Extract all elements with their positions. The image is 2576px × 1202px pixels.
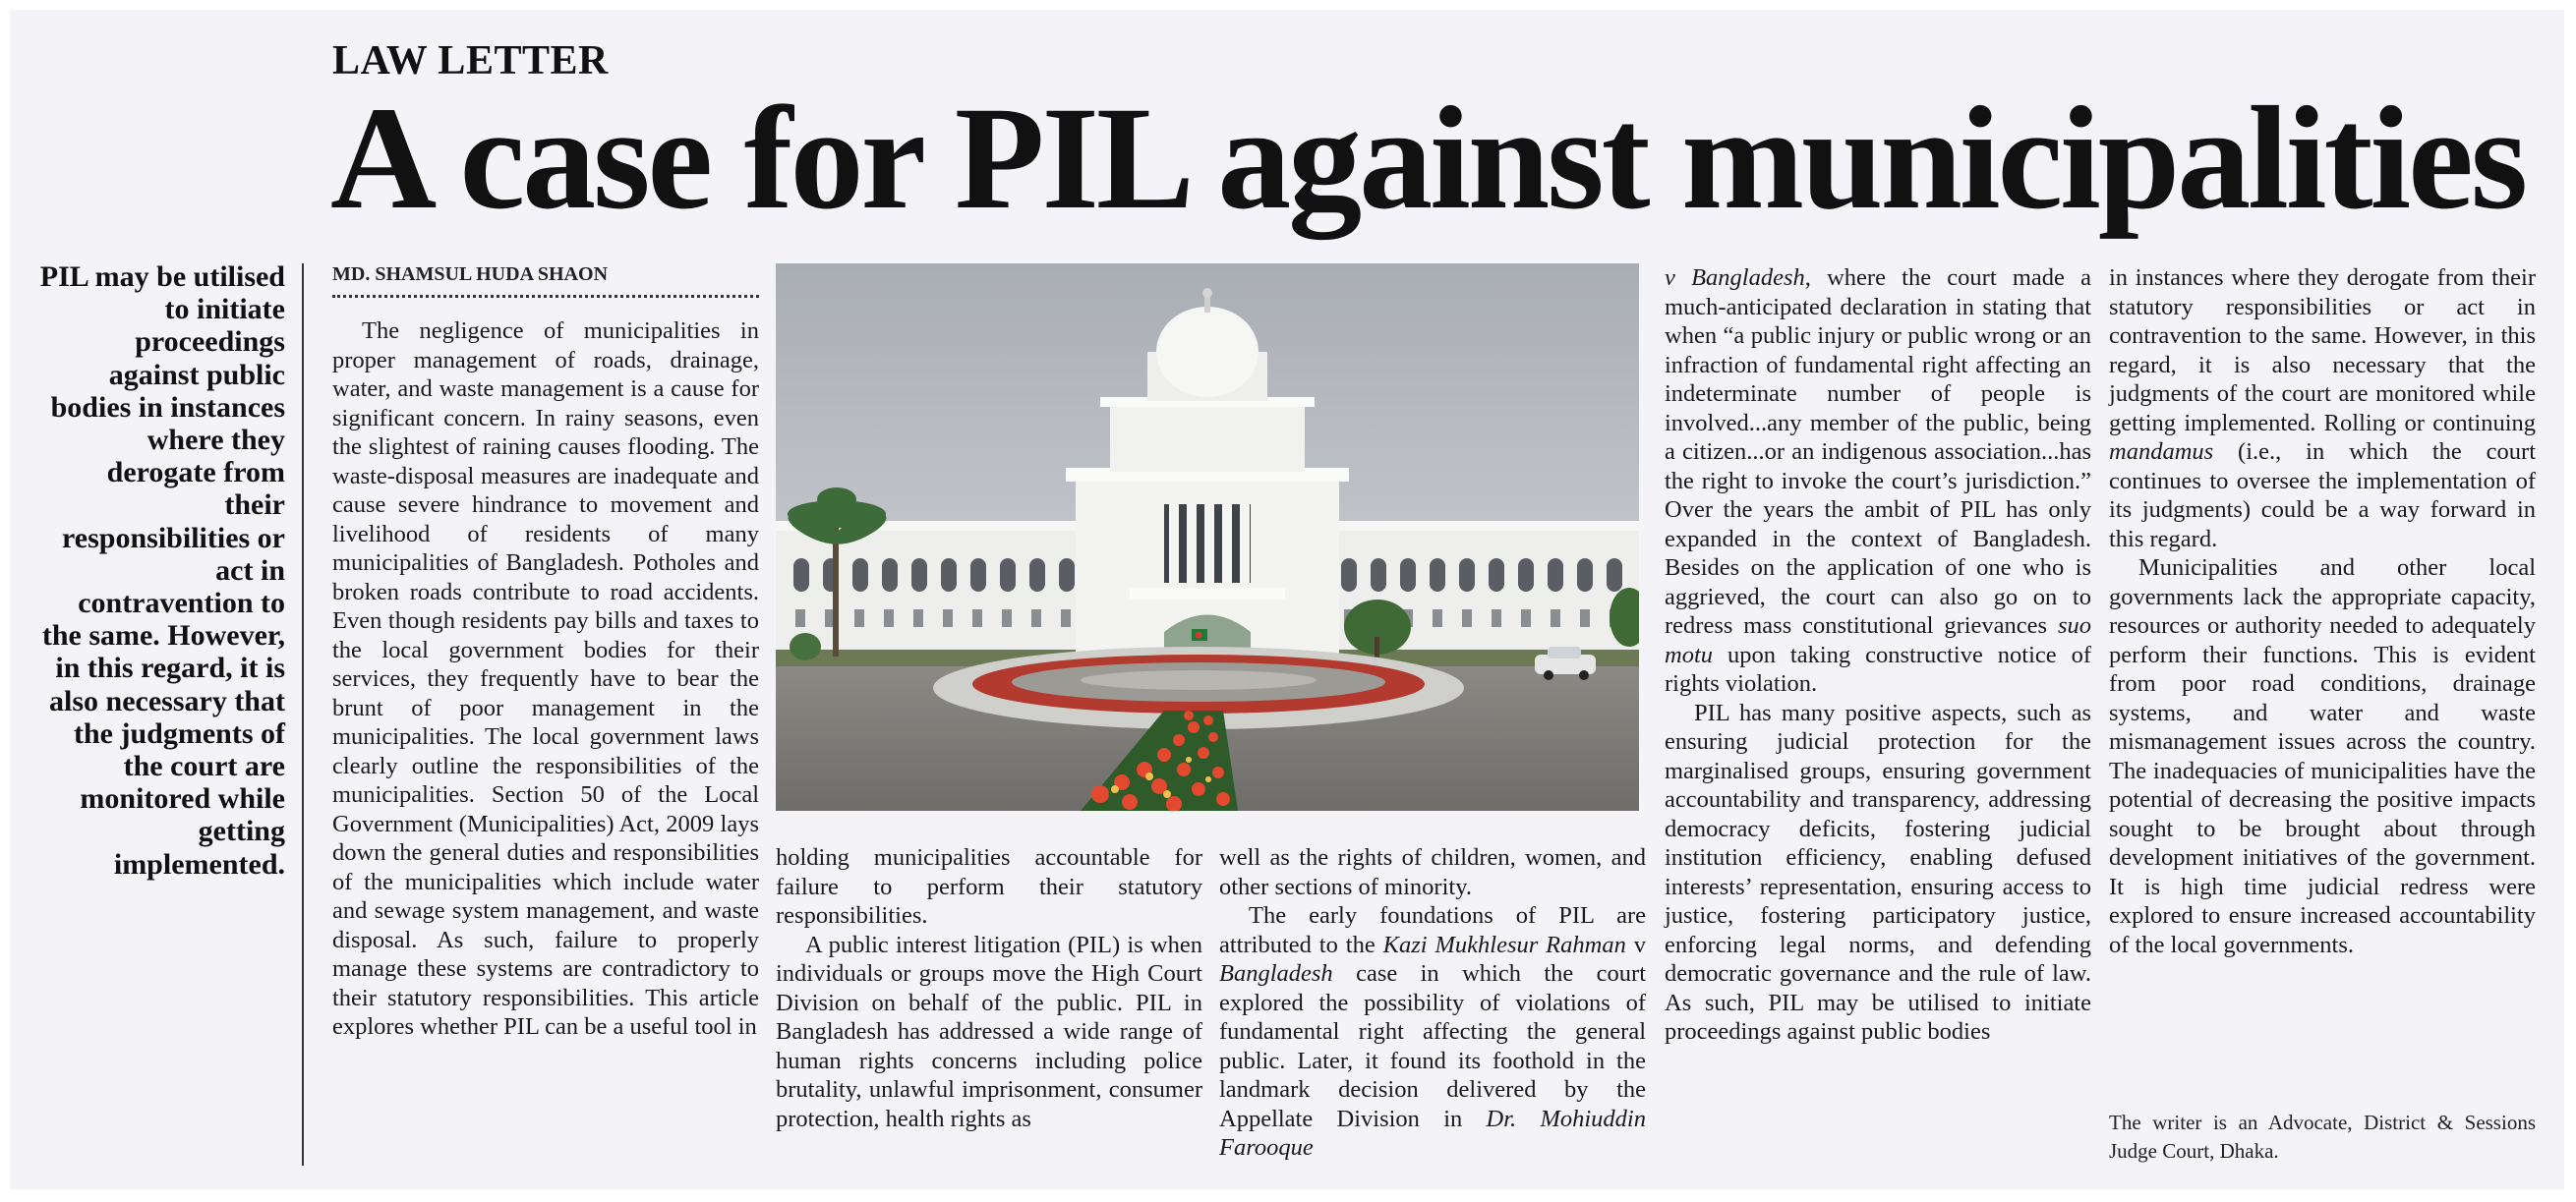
article-column-3 [1219,843,1646,1163]
paragraph-text: v [1625,931,1647,958]
paragraph-text: , where the court made a much-anticipated declaration in stating that when “a public injury or public wrong or an infraction of fundamental right affecting an indeterminate number of people is involved...any member of the public, being a citizen...or an indigenous association...has the right to invoke the court’s jurisdiction.” Over the years the ambit of PIL has only expanded in the context of Bangladesh. Besides on the application of one who is aggrieved, the court can also go on to redress mass constitutional grievances [1665,264,2091,639]
paragraph: A public interest litigation (PIL) is when individuals or groups move the High Court Division on behalf of the public. PIL in Bangladesh has addressed a wide range of human rights concerns including police brutality, unlawful imprisonment, consumer protection, health rights as [776,931,1202,1132]
paragraph-text: The early foundations of PIL are attributed to the [1219,902,1646,958]
article-column-1 [332,316,759,1042]
section-label: LAW LETTER [332,38,609,84]
paragraph: Municipalities and other local governments lack the appropriate capacity, resources or authority needed to adequately perform their functions. This is evident from poor road conditions, drainage systems, and water and waste mismanagement issues across the country. The inadequacies of municipalities have the potential of decreasing the positive impacts sought to be brought about through development initiatives of the government. It is high time judicial redress were explored to ensure increased accountability of the local governments. [2109,554,2536,958]
case-name: Dr. Mohiuddin Farooque [1219,1105,1646,1161]
case-name: Kazi Mukhlesur Rahman [1382,931,1626,958]
paragraph-text: (i.e., in which the court continues to oversee the implementation of its judgments) could be a way forward in this regard. [2109,438,2536,552]
paragraph-text: case in which the court explored the possibility of violations of fundamental right affecting the general public. Later, it found its foothold in the landmark decision delivered by the Appellate Division in [1219,960,1646,1132]
article-column-2 [776,843,1202,1133]
paragraph: well as the rights of children, women, and other sections of minority. [1219,844,1646,900]
paragraph [1665,263,2091,699]
paragraph [2109,263,2536,553]
headline: A case for PIL against municipalities [330,77,2526,240]
article-page [10,10,2564,1189]
paragraph: The negligence of municipalities in proper management of roads, drainage, water, and waste management is a cause for significant concern. In rainy seasons, even the slightest of raining causes flooding. The waste-disposal measures are inadequate and cause severe hindrance to movement and livelihood of residents of many municipalities of Bangladesh. Potholes and broken roads contribute to road accidents. Even though residents pay bills and taxes to the local government bodies for their services, they frequently have to bear the brunt of poor management in the municipalities. The local government laws clearly outline the responsibilities of the municipalities. Section 50 of the Local Government (Municipalities) Act, 2009 lays down the general duties and responsibilities of the municipalities which include water and sewage system management, and waste disposal. As such, failure to properly manage these systems are contradictory to their statutory responsibilities. This article explores whether PIL can be a useful tool in [332,317,759,1040]
case-name: Bangladesh [1219,960,1333,987]
paragraph: PIL has many positive aspects, such as ensuring judicial protection for the marginalised groups, ensuring government accountability and transparency, addressing democracy deficits, fostering judicial institution efficiency, enabling defused interests’ representation, ensuring access to justice, fostering participatory justice, enforcing legal norms, and defending democratic governance and the rule of law. As such, PIL may be utilised to initiate proceedings against public bodies [1665,699,2091,1045]
paragraph-text: upon taking constructive notice of rights violation. [1665,641,2091,697]
latin-term: mandamus [2109,438,2214,465]
latin-term: suo motu [1665,612,2091,668]
author-note: The writer is an Advocate, District & Sessions Judge Court, Dhaka. [2109,1111,2536,1163]
article-column-5 [2109,263,2536,959]
paragraph-text: in instances where they derogate from their statutory responsibilities or act in contravention to the same. However, in this regard, it is also necessary that the judgments of the court are monitored while getting implemented. Rolling or continuing [2109,264,2536,436]
court-building-photo [776,263,1639,811]
paragraph: holding municipalities accountable for failure to perform their statutory responsibilities. [776,844,1202,929]
case-name: v Bangladesh [1665,264,1805,291]
paragraph [1219,901,1646,1163]
pull-quote: PIL may be utilised to initiate proceedings against public bodies in instances where they derogate from their responsibilities or act in contravention to the same. However, in this regard, it is also necessary that the judgments of the court are monitored while getting implemented. [39,260,285,881]
byline-rule [332,295,759,298]
byline: MD. SHAMSUL HUDA SHAON [332,263,609,285]
article-column-4 [1665,263,2091,1047]
column-divider [302,263,304,1166]
